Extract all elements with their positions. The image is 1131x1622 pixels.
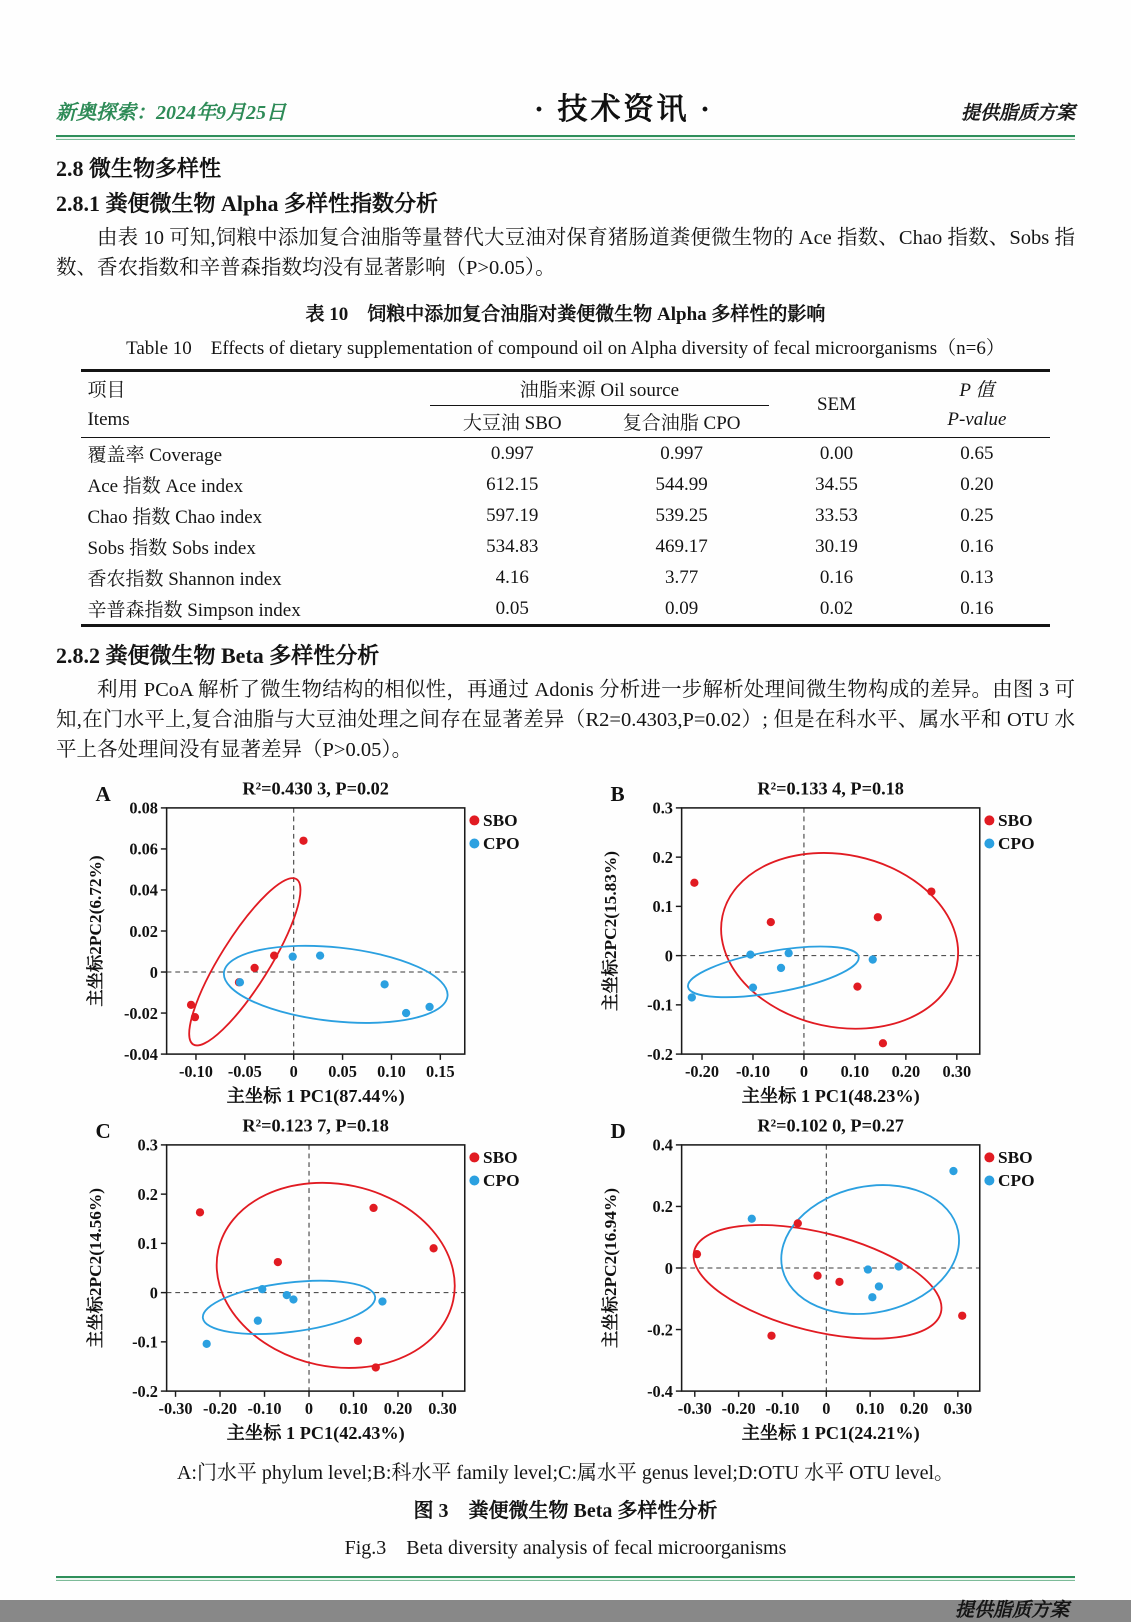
row-item: Ace 指数 Ace index [87, 476, 244, 498]
figure-3-note: A:门水平 phylum level;B:科水平 family level;C:属水平 genus level;D:OTU 水平 OTU level。 [176, 1461, 955, 1484]
figure-3-panels [56, 776, 1075, 1448]
svg-text:-0.20: -0.20 [721, 1398, 756, 1418]
svg-text:0.2: 0.2 [652, 847, 673, 867]
row-p: 0.13 [960, 566, 994, 588]
svg-text:SBO: SBO [997, 1147, 1033, 1167]
row-cpo: 0.09 [665, 597, 699, 619]
svg-text:C: C [95, 1118, 111, 1143]
row-sem: 30.19 [815, 535, 858, 557]
svg-text:主坐标 1 PC1(42.43%): 主坐标 1 PC1(42.43%) [226, 1422, 405, 1443]
pcoa-panel-b [571, 776, 1076, 1111]
figure-3-caption-cn: 图 3 粪便微生物 Beta 多样性分析 [413, 1499, 718, 1522]
svg-text:-0.2: -0.2 [646, 1044, 673, 1064]
figure-3-caption-en: Fig.3 Beta diversity analysis of fecal microorganisms [344, 1536, 787, 1559]
col-header-oil-source: 油脂来源 Oil source [430, 371, 769, 406]
row-cpo: 0.997 [660, 442, 704, 464]
svg-text:主坐标2PC2(16.94%): 主坐标2PC2(16.94%) [600, 1187, 620, 1348]
svg-text:-0.1: -0.1 [132, 1332, 159, 1352]
row-cpo: 539.25 [655, 504, 708, 526]
svg-text:-0.20: -0.20 [684, 1061, 719, 1081]
svg-text:-0.04: -0.04 [124, 1044, 159, 1064]
svg-text:-0.30: -0.30 [158, 1398, 193, 1418]
svg-text:0.2: 0.2 [652, 1196, 673, 1216]
row-cpo: 469.17 [655, 535, 708, 557]
table-row [81, 438, 1049, 470]
svg-text:0: 0 [305, 1398, 314, 1418]
svg-text:0.10: 0.10 [377, 1061, 406, 1081]
svg-text:0.20: 0.20 [383, 1398, 413, 1418]
masthead [56, 84, 1075, 128]
col-header-cpo: 复合油脂 CPO [622, 413, 741, 435]
row-sbo: 612.15 [486, 473, 539, 495]
svg-text:主坐标 1 PC1(48.23%): 主坐标 1 PC1(48.23%) [741, 1085, 920, 1106]
row-sem: 0.00 [819, 442, 854, 464]
row-cpo: 3.77 [665, 566, 699, 588]
col-header-items-cn: 项目 [87, 379, 126, 401]
svg-text:主坐标2PC2(14.56%): 主坐标2PC2(14.56%) [86, 1187, 106, 1348]
svg-text:CPO: CPO [997, 1170, 1035, 1190]
row-sbo: 534.83 [486, 535, 539, 557]
svg-text:0: 0 [664, 1258, 673, 1278]
row-p: 0.25 [960, 504, 994, 526]
heading-2-8-1: 2.8.1 粪便微生物 Alpha 多样性指数分析 [56, 191, 438, 216]
svg-text:0: 0 [150, 962, 159, 982]
paragraph-alpha-diversity: 由表 10 可知,饲粮中添加复合油脂等量替代大豆油对保育猪肠道粪便微生物的 Ace 指数、Chao 指数、Sobs 指数、香农指数和辛普森指数均没有显著影响（P>0.05）。 [56, 227, 1075, 279]
row-sbo: 597.19 [486, 504, 539, 526]
svg-text:主坐标 1 PC1(87.44%): 主坐标 1 PC1(87.44%) [226, 1085, 405, 1106]
row-sem: 0.16 [819, 566, 854, 588]
svg-text:0: 0 [150, 1282, 159, 1302]
svg-text:-0.10: -0.10 [179, 1061, 214, 1081]
col-header-pvalue [904, 371, 1049, 438]
row-item: Sobs 指数 Sobs index [87, 538, 256, 560]
col-header-items-en: Items [87, 408, 130, 430]
svg-text:-0.05: -0.05 [228, 1061, 263, 1081]
svg-text:0.30: 0.30 [428, 1398, 458, 1418]
svg-text:R²=0.133 4, P=0.18: R²=0.133 4, P=0.18 [757, 778, 904, 799]
svg-text:0.1: 0.1 [137, 1233, 159, 1253]
svg-text:0: 0 [821, 1398, 831, 1418]
svg-text:0.1: 0.1 [652, 896, 673, 916]
row-sbo: 0.997 [490, 442, 534, 464]
svg-text:B: B [610, 781, 625, 806]
svg-text:CPO: CPO [483, 833, 520, 853]
svg-text:0.10: 0.10 [339, 1398, 369, 1418]
svg-text:SBO: SBO [997, 810, 1033, 830]
row-item: Chao 指数 Chao index [87, 507, 263, 529]
footer-rule [56, 1576, 1075, 1581]
table-row [81, 593, 1049, 626]
svg-text:主坐标 1 PC1(24.21%): 主坐标 1 PC1(24.21%) [741, 1422, 920, 1443]
svg-text:-0.10: -0.10 [735, 1061, 770, 1081]
svg-text:0.4: 0.4 [652, 1135, 673, 1155]
svg-text:0.06: 0.06 [129, 839, 159, 859]
row-sem: 33.53 [815, 504, 858, 526]
svg-text:R²=0.102 0, P=0.27: R²=0.102 0, P=0.27 [757, 1115, 904, 1136]
col-header-sem: SEM [816, 393, 857, 415]
svg-text:0.2: 0.2 [137, 1184, 159, 1204]
svg-text:0.30: 0.30 [943, 1398, 972, 1418]
svg-text:0.10: 0.10 [855, 1398, 885, 1418]
svg-text:-0.20: -0.20 [203, 1398, 238, 1418]
svg-text:0: 0 [664, 945, 673, 965]
row-p: 0.20 [960, 473, 994, 495]
col-header-sbo: 大豆油 SBO [462, 413, 562, 435]
svg-text:0: 0 [289, 1061, 299, 1081]
alpha-diversity-table [81, 369, 1049, 627]
svg-text:0.3: 0.3 [652, 798, 673, 818]
svg-text:0: 0 [799, 1061, 808, 1081]
pcoa-plot-family [597, 776, 1049, 1111]
masthead-date: 新奥探索：2024年9月25日 [56, 102, 286, 124]
row-p: 0.16 [960, 597, 994, 619]
pcoa-plot-phylum [82, 776, 534, 1111]
table-title-cn: 表 10 饲粮中添加复合油脂对粪便微生物 Alpha 多样性的影响 [305, 304, 826, 326]
pcoa-panel-a [56, 776, 561, 1111]
svg-text:-0.2: -0.2 [646, 1319, 673, 1339]
row-sem: 0.02 [819, 597, 854, 619]
svg-text:0.20: 0.20 [899, 1398, 929, 1418]
row-p: 0.65 [960, 442, 994, 464]
svg-text:-0.02: -0.02 [124, 1003, 159, 1023]
svg-text:0.04: 0.04 [129, 880, 159, 900]
row-sbo: 4.16 [495, 566, 529, 588]
svg-text:-0.2: -0.2 [132, 1381, 159, 1401]
masthead-rule [56, 135, 1075, 140]
svg-text:0.3: 0.3 [137, 1135, 159, 1155]
svg-text:A: A [95, 781, 111, 806]
svg-text:-0.30: -0.30 [677, 1398, 712, 1418]
paragraph-beta-diversity: 利用 PCoA 解析了微生物结构的相似性，再通过 Adonis 分析进一步解析处理间微生物构成的差异。由图 3 可知,在门水平上,复合油脂与大豆油处理之间存在显著差异（R2=0.4303,P=0.02）; 但是在科水平、属水平和 OTU 水平上各处理间没有显著差异（P>0.05）。 [56, 679, 1075, 761]
svg-text:-0.10: -0.10 [765, 1398, 800, 1418]
svg-text:CPO: CPO [997, 833, 1035, 853]
footer-slogan: 提供脂质方案 [954, 1599, 1069, 1621]
svg-text:-0.4: -0.4 [646, 1381, 673, 1401]
svg-text:0.30: 0.30 [942, 1061, 971, 1081]
col-header-pvalue-cn: P 值 [959, 379, 995, 401]
row-cpo: 544.99 [655, 473, 708, 495]
col-header-items [81, 371, 430, 438]
heading-2-8-2: 2.8.2 粪便微生物 Beta 多样性分析 [56, 643, 380, 669]
pcoa-plot-otu [597, 1113, 1049, 1448]
table-row [81, 562, 1049, 593]
col-header-pvalue-en: P-value [947, 408, 1007, 430]
svg-text:0.02: 0.02 [129, 921, 159, 941]
pcoa-plot-genus [82, 1113, 534, 1448]
svg-text:D: D [610, 1118, 626, 1143]
table-row [81, 469, 1049, 500]
table-row [81, 531, 1049, 562]
heading-2-8: 2.8 微生物多样性 [56, 156, 222, 181]
svg-text:0.05: 0.05 [328, 1061, 358, 1081]
masthead-slogan: 提供脂质方案 [960, 103, 1075, 124]
row-p: 0.16 [960, 535, 994, 557]
pcoa-panel-c [56, 1113, 561, 1448]
svg-text:CPO: CPO [483, 1170, 520, 1190]
svg-text:主坐标2PC2(15.83%): 主坐标2PC2(15.83%) [600, 850, 620, 1011]
svg-text:SBO: SBO [483, 1147, 518, 1167]
row-item: 覆盖率 Coverage [87, 445, 223, 467]
svg-text:R²=0.123 7, P=0.18: R²=0.123 7, P=0.18 [242, 1115, 390, 1136]
svg-text:-0.10: -0.10 [247, 1398, 282, 1418]
masthead-title: · 技术资讯 · [533, 93, 713, 126]
svg-text:主坐标2PC2(6.72%): 主坐标2PC2(6.72%) [86, 854, 106, 1007]
row-sem: 34.55 [815, 473, 858, 495]
table-row [81, 500, 1049, 531]
pcoa-panel-d [571, 1113, 1076, 1448]
svg-text:-0.1: -0.1 [646, 995, 673, 1015]
row-item: 香农指数 Shannon index [87, 569, 282, 591]
table-title-en: Table 10 Effects of dietary supplementation of compound oil on Alpha diversity of fecal microorganisms（n=6） [126, 338, 1005, 360]
svg-text:0.20: 0.20 [891, 1061, 920, 1081]
svg-text:0.08: 0.08 [129, 798, 159, 818]
svg-text:SBO: SBO [483, 810, 518, 830]
row-sbo: 0.05 [495, 597, 529, 619]
row-item: 辛普森指数 Simpson index [87, 600, 301, 622]
svg-text:0.15: 0.15 [426, 1061, 455, 1081]
svg-text:0.10: 0.10 [840, 1061, 869, 1081]
svg-text:R²=0.430 3, P=0.02: R²=0.430 3, P=0.02 [242, 778, 390, 799]
